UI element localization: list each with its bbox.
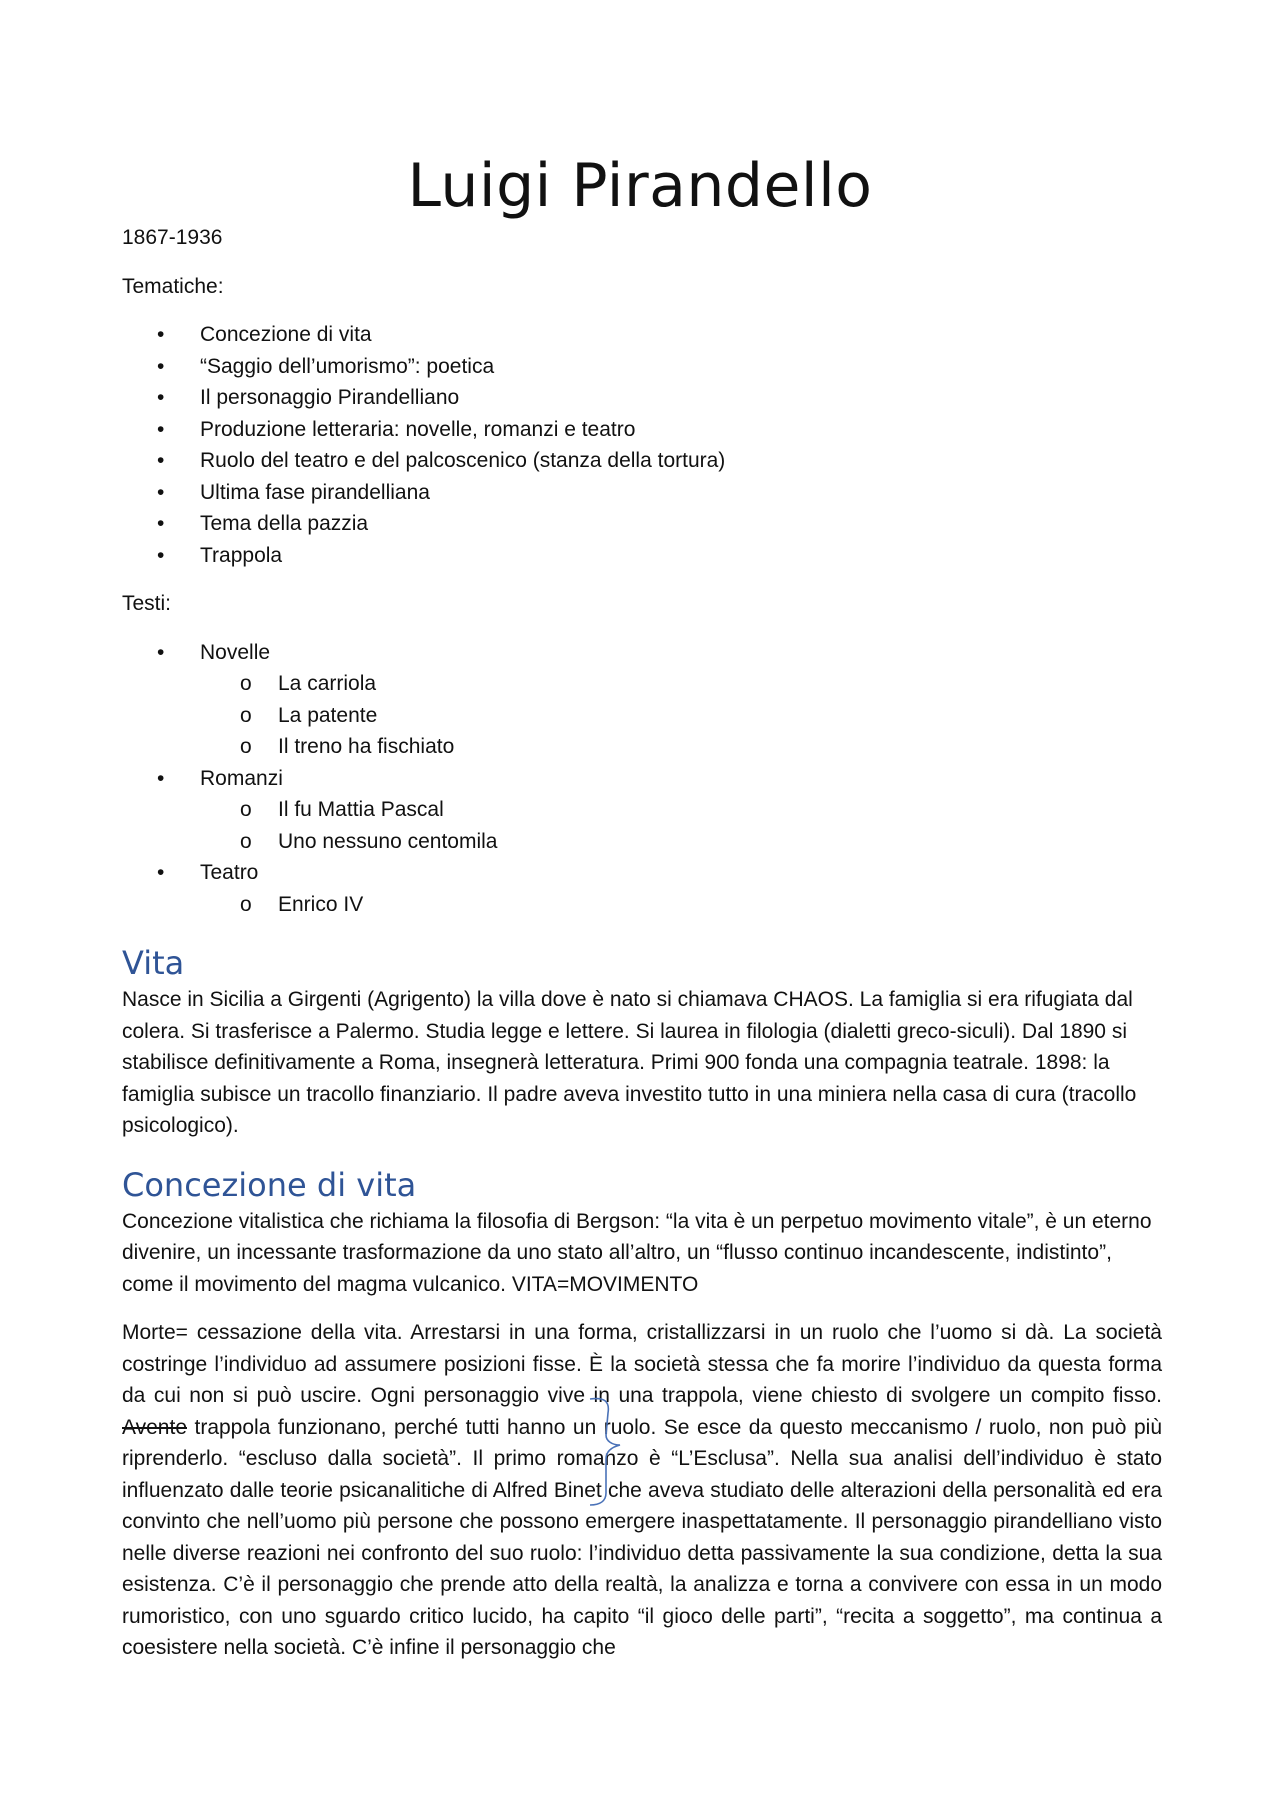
paragraph-text: Morte= cessazione della vita. Arrestarsi in una forma, cristallizzarsi in un ruolo che l’uomo si dà. La società costringe l’individuo ad assumere posizioni fisse. È la società stessa che fa morire l’individuo da questa forma da cui non si può uscire. Ogni personaggio vive in una trappola, viene chiesto di svolgere un compito fisso. (122, 1321, 1162, 1407)
sublist-item: o Il fu Mattia Pascal (122, 794, 1162, 826)
testi-label: Testi: (122, 592, 172, 615)
struck-text: Avente (122, 1415, 187, 1439)
list-item: • Ruolo del teatro e del palcoscenico (stanza della tortura) (122, 445, 1162, 477)
spacer (122, 1300, 1162, 1317)
tematiche-list (122, 319, 1162, 571)
list-item-romanzi (122, 763, 1162, 858)
spacer (122, 254, 1162, 271)
sublist-novelle (200, 668, 1162, 763)
section-heading-concezione: Concezione di vita (122, 1165, 417, 1204)
testi-list (122, 637, 1162, 921)
list-item: • Il personaggio Pirandelliano (122, 382, 1162, 414)
document-body (122, 222, 1162, 1664)
list-item: • Ultima fase pirandelliana (122, 477, 1162, 509)
list-item-teatro (122, 857, 1162, 920)
spacer (122, 302, 1162, 319)
concezione-paragraph-1: Concezione vitalistica che richiama la filosofia di Bergson: “la vita è un perpetuo movimento vitale”, è un eterno divenire, un incessante trasformazione da uno stato all’altro, un “flusso continuo incandescente, indistinto”, come il movimento del magma vulcanico. VITA=MOVIMENTO (122, 1209, 1152, 1296)
concezione-paragraph-2 (122, 1317, 1162, 1664)
spacer (122, 1142, 1162, 1164)
spacer (122, 620, 1162, 637)
spacer (122, 920, 1162, 942)
list-item: • Trappola (122, 540, 1162, 572)
sublist-teatro (200, 889, 1162, 921)
sublist-item: o La carriola (122, 668, 1162, 700)
list-item: • Tema della pazzia (122, 508, 1162, 540)
list-item: • “Saggio dell’umorismo”: poetica (122, 351, 1162, 383)
list-item-label: Teatro (200, 861, 259, 884)
vita-paragraph: Nasce in Sicilia a Girgenti (Agrigento) la villa dove è nato si chiamava CHAOS. La famiglia si era rifugiata dal colera. Si trasferisce a Palermo. Studia legge e lettere. Si laurea in filologia (dialetti greco-siculi). Dal 1890 si stabilisce definitivamente a Roma, insegnerà letteratura. Primi 900 fonda una compagnia teatrale. 1898: la famiglia subisce un tracollo finanziario. Il padre aveva investito tutto in una miniera nella casa di cura (tracollo psicologico). (122, 988, 1137, 1137)
sublist-item: o Il treno ha fischiato (122, 731, 1162, 763)
life-dates: 1867-1936 (122, 226, 223, 249)
list-item: • Concezione di vita (122, 319, 1162, 351)
list-item-label: Romanzi (200, 766, 283, 790)
spacer (122, 571, 1162, 588)
tematiche-label: Tematiche: (122, 274, 224, 298)
sublist-item: o Enrico IV (122, 889, 1162, 921)
section-heading-vita: Vita (122, 944, 185, 982)
page-title: Luigi Pirandello (407, 151, 873, 221)
list-item: • Produzione letteraria: novelle, romanzi e teatro (122, 414, 1162, 446)
list-item-label: Novelle (200, 640, 271, 664)
sublist-item: o Uno nessuno centomila (122, 826, 1162, 858)
list-item-novelle (122, 637, 1162, 763)
paragraph-text: trappola funzionano, perché tutti hanno un ruolo. Se esce da questo meccanismo / ruolo, non può più riprenderlo. “escluso dalla società”. Il primo romanzo è “L’Esclusa”. Nella sua analisi dell’individuo è stato influenzato dalle teorie psicanalitiche di Alfred Binet che aveva studiato delle alterazioni della personalità ed era convinto che nell’uomo più persone che possono emergere inaspettatamente. Il personaggio pirandelliano visto nelle diverse reazioni nei confronto del suo ruolo: l’individuo detta passivamente la sua condizione, detta la sua esistenza. C’è il personaggio che prende atto della realtà, la analizza e torna a convivere con essa in un modo rumoristico, con uno sguardo critico lucido, ha capito “il gioco delle parti”, “recita a soggetto”, ma continua a coesistere nella società. C’è infine il personaggio che (122, 1415, 1162, 1659)
sublist-romanzi (200, 794, 1162, 857)
sublist-item: o La patente (122, 700, 1162, 732)
